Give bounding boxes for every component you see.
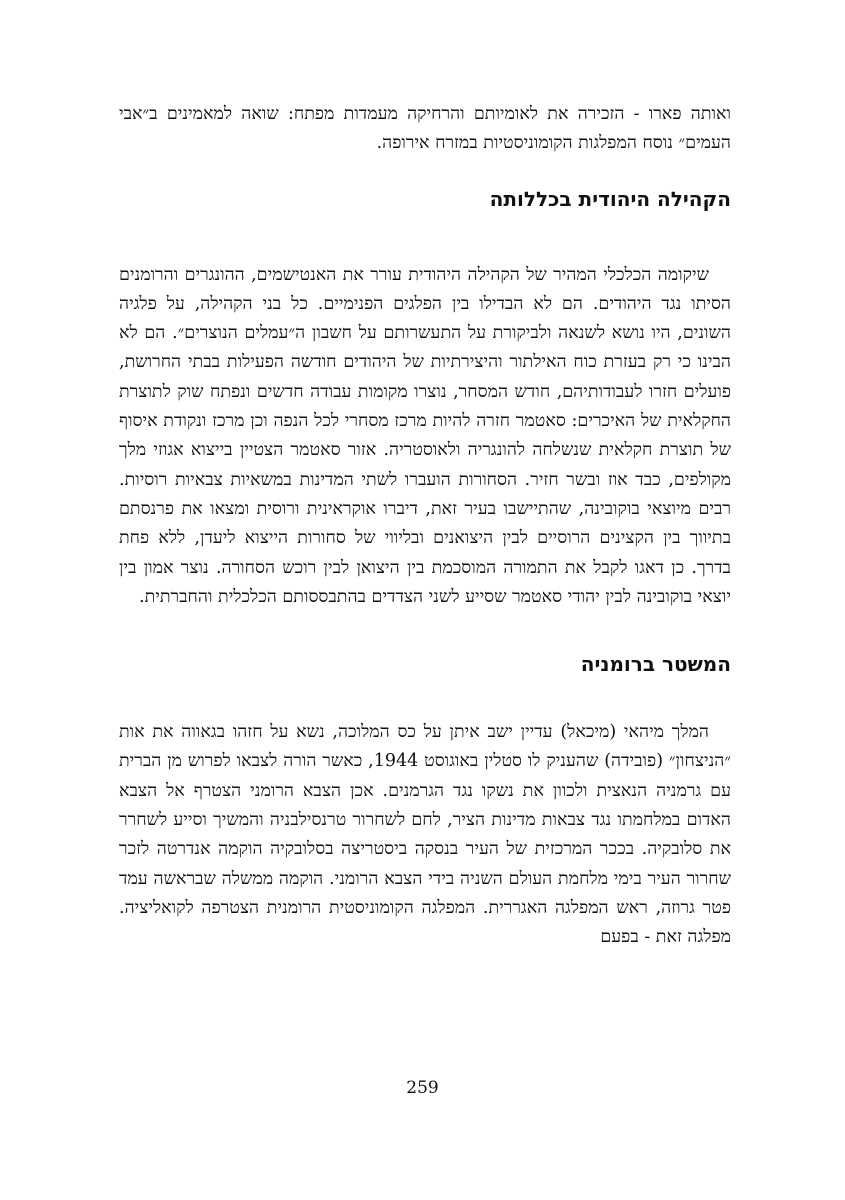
paragraph-text: המלך מיהאי (מיכאל) עדיין ישב איתן על כס המלוכה, נשא על חזהו בגאווה את אות ״הניצחון״ (פובידה) שהעניק לו סטלין באוגוסט 1944, כאשר הורה לצבאו לפרוש מן הברית עם גרמניה הנאצית ולכוון את נשקו נגד הגרמנים. אכן הצבא הרומני הצטרף אל הצבא האדום במלחמתו נגד צבאות מדינות הציר, לחם לשחרור טרנסילבניה והמשיך וסייע לשחרר את סלובקיה. בככר המרכזית של העיר בנסקה ביסטריצה בסלובקיה הוקמה אנדרטה לזכר שחרור העיר בימי מלחמת העולם השניה בידי הצבא הרומני. הוקמה ממשלה שבראשה עמד פטר גרוזה, ראש המפלגה האגררית. המפלגה הקומוניסטית הרומנית הצטרפה לקואליציה. מפלגה זאת - בפעם [119,722,731,948]
paragraph-text: שיקומה הכלכלי המהיר של הקהילה היהודית עורר את האנטישמים, ההונגרים והרומנים הסיתו נגד היהודים. הם לא הבדילו בין הפלגים הפנימיים. כל בני הקהילה, על פלגיה השונים, היו נושא לשנאה ולביקורת על התעשרותם על חשבון ה״עמלים הנוצרים״. הם לא הבינו כי רק בעזרת כוח האילתור והיצירתיות של היהודים חודשה הפעילות בבתי החרושת, פועלים חזרו לעבודותיהם, חודש המסחר, נוצרו מקומות עבודה חדשים ונפתח שוק לתוצרת החקלאית של האיכרים: סאטמר חזרה להיות מרכז מסחרי לכל הנפה וכן מרכז ונקודת איסוף של תוצרת חקלאית שנשלחה להונגריה ולאוסטריה. אזור סאטמר הצטיין בייצוא אגוזי מלך מקולפים, כבד אוז ובשר חזיר. הסחורות הועברו לשתי המדינות במשאיות צבאיות רוסיות. רבים מיוצאי בוקובינה, שהתיישבו בעיר זאת, דיברו אוקראינית ורוסית ומצאו את פרנסתם בתיווך בין הקצינים הרוסיים לבין היצואנים ובליווי של סחורות הייצוא ליעדן, ללא פחת בדרך. כן דאגו לקבל את התמורה המוסכמת בין היצואן לבין רוכש הסחורה. נוצר אמון בין יוצאי בוקובינה לבין יהודי סאטמר שסייע לשני הצדדים בהתבססותם הכלכלית והחברתית. [119,264,731,607]
intro-paragraph: ואותה פארו - הזכירה את לאומיותם והרחיקה מעמדות מפתח: שואה למאמינים ב״אבי העמים״ נוסח המפלגות הקומוניסטיות במזרח אירופה. [119,104,731,154]
section-heading-jewish-community: הקהילה היהודית בכללותה [489,186,731,211]
section-paragraph-jewish-community [119,261,731,613]
section-heading-romania-regime: המשטר ברומניה [580,652,731,677]
page-body [119,100,731,953]
section-paragraph-romania-regime [119,718,731,952]
page-number: 259 [406,1078,439,1098]
